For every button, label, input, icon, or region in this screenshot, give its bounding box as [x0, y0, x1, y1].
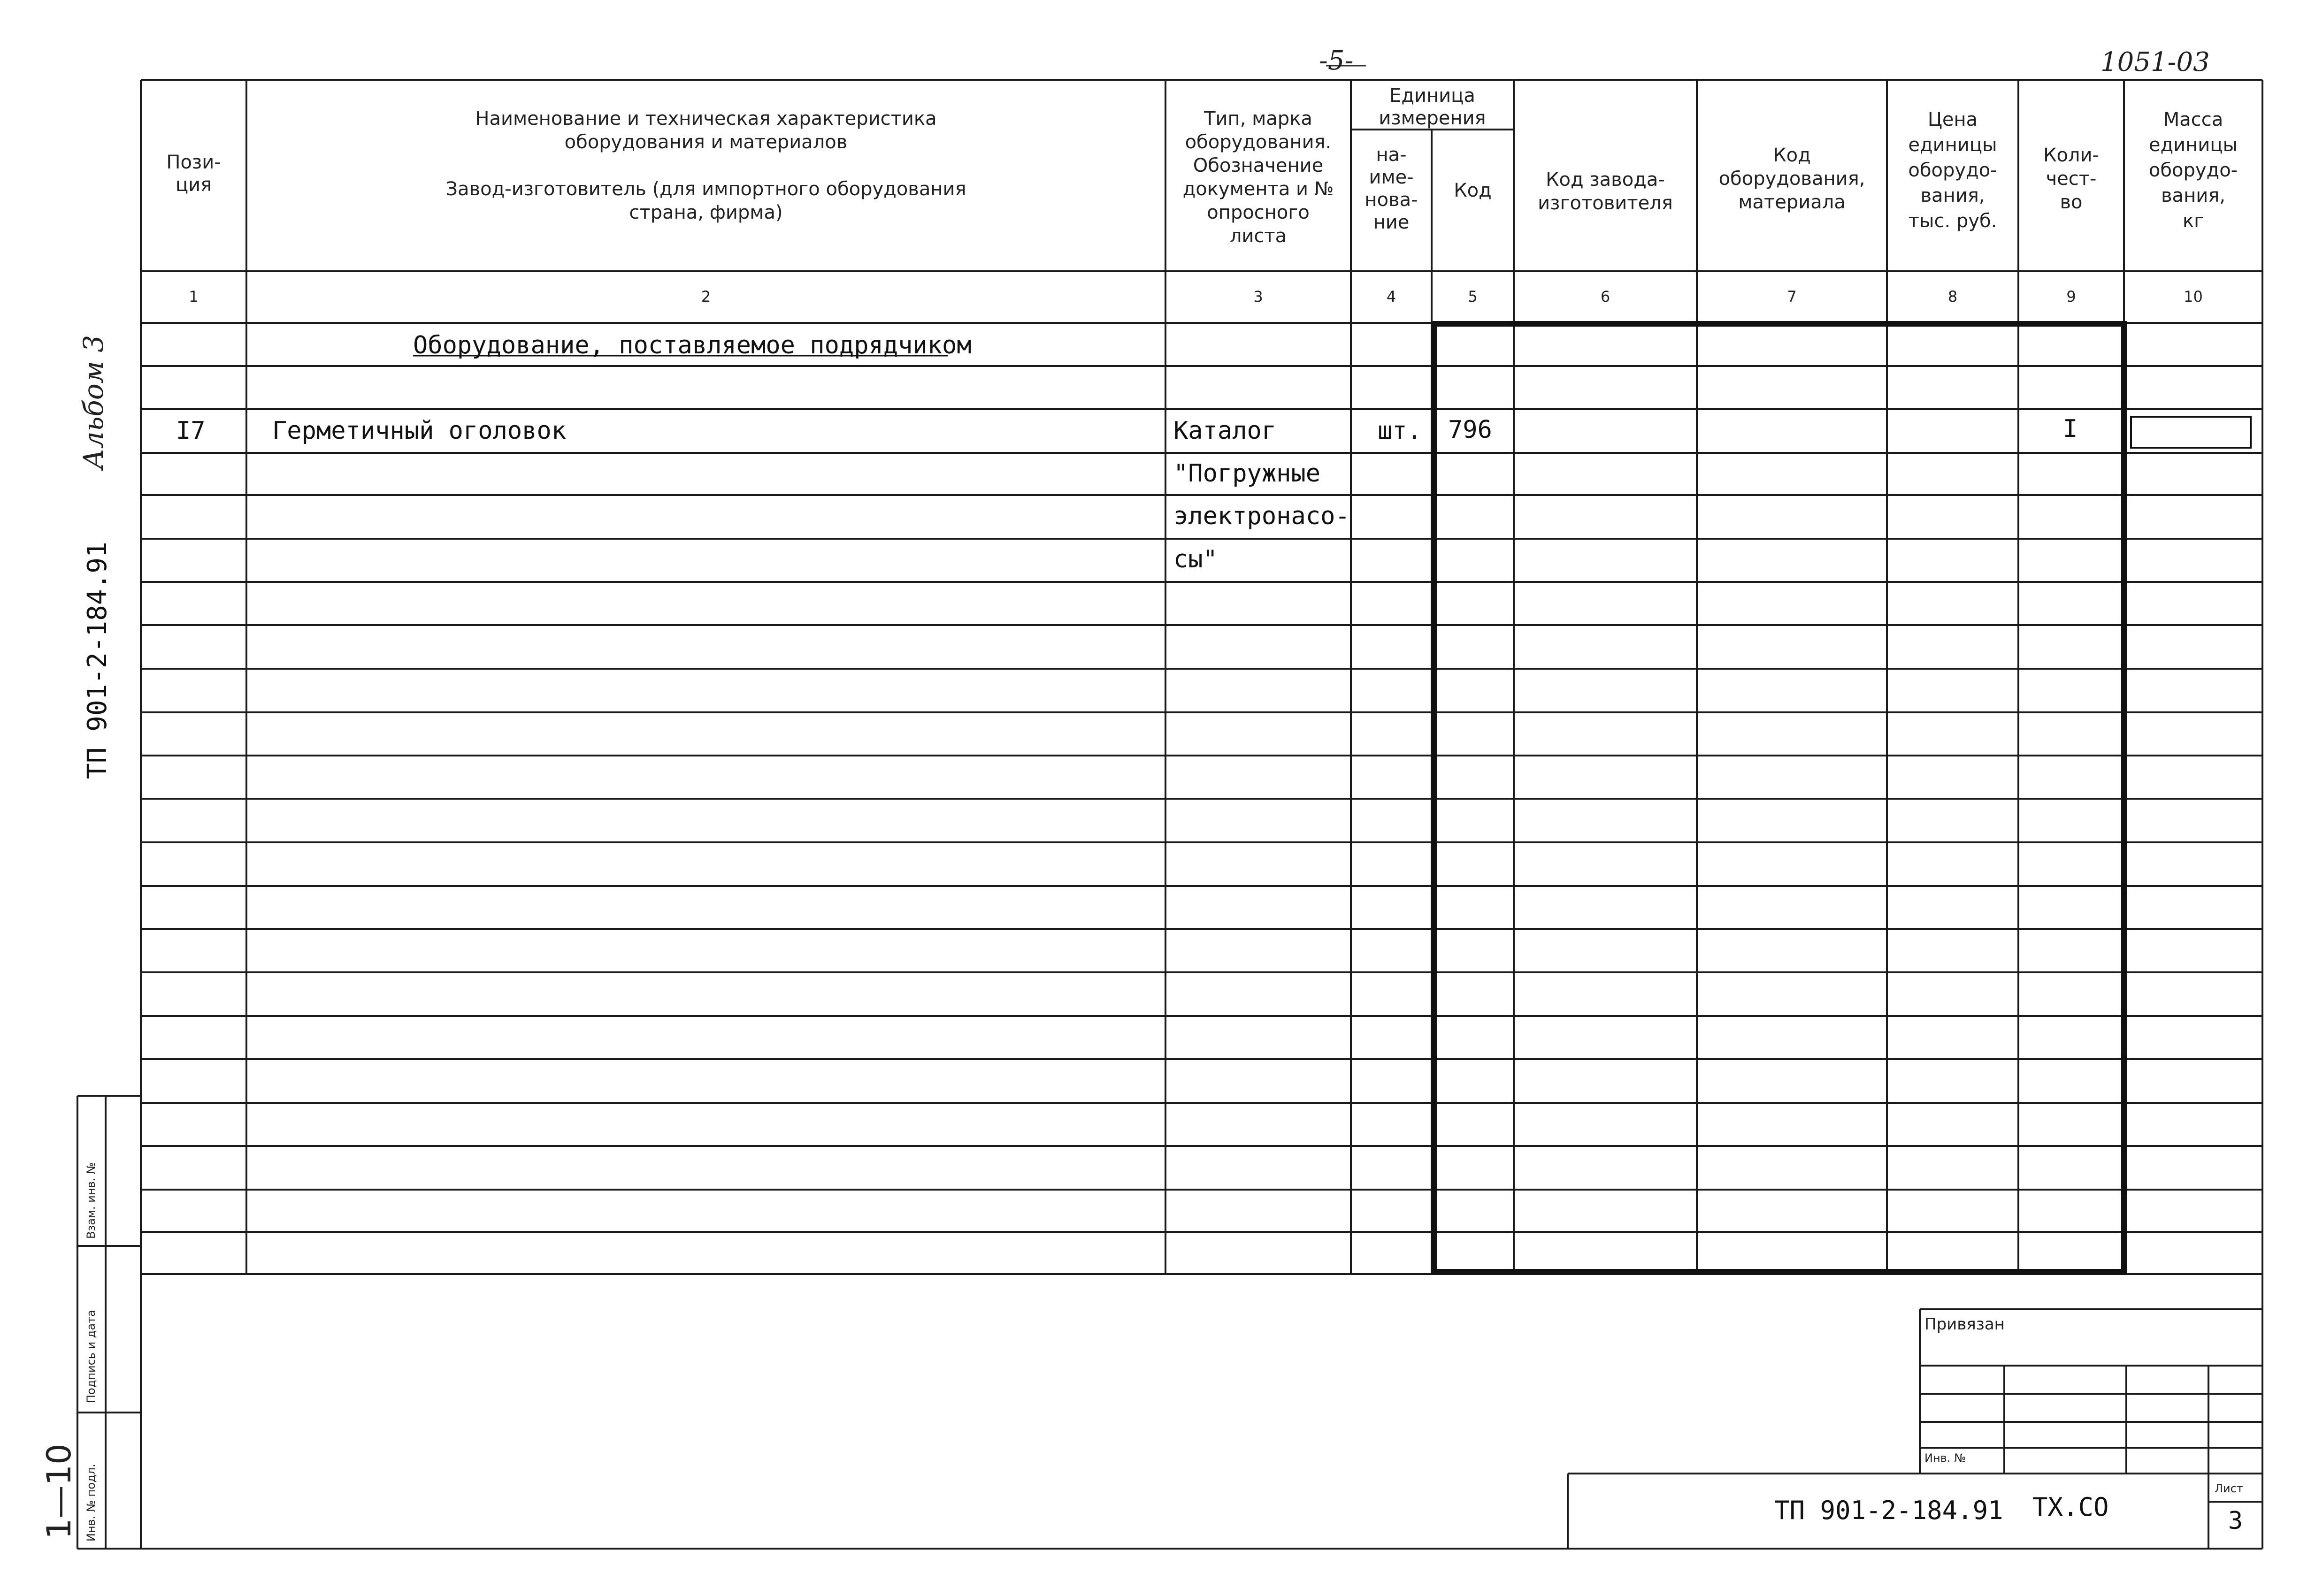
header-col-6: Код завода- изготовителя [1538, 169, 1673, 214]
unit-group-title: Единица измерения [1379, 85, 1486, 129]
header-col-5: Код [1454, 180, 1492, 201]
side-album: Альбом 3 [77, 335, 109, 469]
title-privyazan: Привязан [1924, 1315, 2005, 1334]
side-code: ТП 901-2-184.91 [82, 542, 113, 779]
col-num-8: 8 [1947, 288, 1958, 305]
col-num-5: 5 [1468, 288, 1478, 305]
row-type-line-1: Каталог [1173, 417, 1277, 445]
col-num-2: 2 [701, 288, 711, 305]
header-col-7: Код оборудования, материала [1718, 145, 1865, 213]
col-num-3: 3 [1253, 288, 1263, 305]
title-sheet-num: 3 [2228, 1507, 2243, 1535]
page-marker: -5- [1319, 46, 1354, 76]
title-sheet-label: Лист [2215, 1482, 2243, 1495]
stamp-inv: Инв. № подл. [84, 1464, 98, 1542]
row-type-line-3: электронасо- [1173, 502, 1350, 530]
col-num-9: 9 [2066, 288, 2076, 305]
header-col-1: Пози- ция [166, 152, 221, 196]
header-col-3: Тип, марка оборудования. Обозначение документа и № опросного листа [1182, 108, 1334, 247]
header-col-9: Коли- чест- во [2043, 145, 2099, 213]
row-type-line-2: "Погружные [1173, 459, 1321, 488]
stamp-podpis: Подпись и дата [84, 1310, 98, 1403]
row-unit-name: шт. [1378, 417, 1422, 445]
stamp-vzam: Взам. инв. № [84, 1162, 98, 1239]
row-quantity: I [2063, 415, 2078, 443]
album-code: 1051-03 [2101, 47, 2210, 77]
title-doc-code: ТП 901-2-184.91 [1774, 1496, 2003, 1525]
row-type-line-4: сы" [1173, 545, 1218, 573]
row-position: I7 [176, 417, 206, 445]
header-col-10: Масса единицы оборудо- вания, кг [2148, 109, 2238, 232]
row-name: Герметичный оголовок [272, 417, 567, 445]
title-doc-suffix: ТХ.СО [2032, 1492, 2109, 1522]
col-num-6: 6 [1600, 288, 1610, 305]
col-num-7: 7 [1787, 288, 1797, 305]
title-inv-label: Инв. № [1924, 1451, 1966, 1465]
col-num-1: 1 [189, 288, 199, 305]
header-col-4: на- име- нова- ние [1365, 144, 1418, 233]
section-title: Оборудование, поставляемое подрядчиком [413, 331, 972, 359]
col-num-4: 4 [1386, 288, 1396, 305]
side-page: 1—10 [40, 1443, 78, 1539]
header-col-8: Цена единицы оборудо- вания, тыс. руб. [1908, 109, 1997, 232]
col-num-10: 10 [2184, 288, 2203, 305]
row-unit-code: 796 [1448, 416, 1492, 444]
header-col-2: Наименование и техническая характеристика оборудования и материалов Завод-изготовитель (для импортного оборудования страна, фирма) [445, 108, 966, 223]
